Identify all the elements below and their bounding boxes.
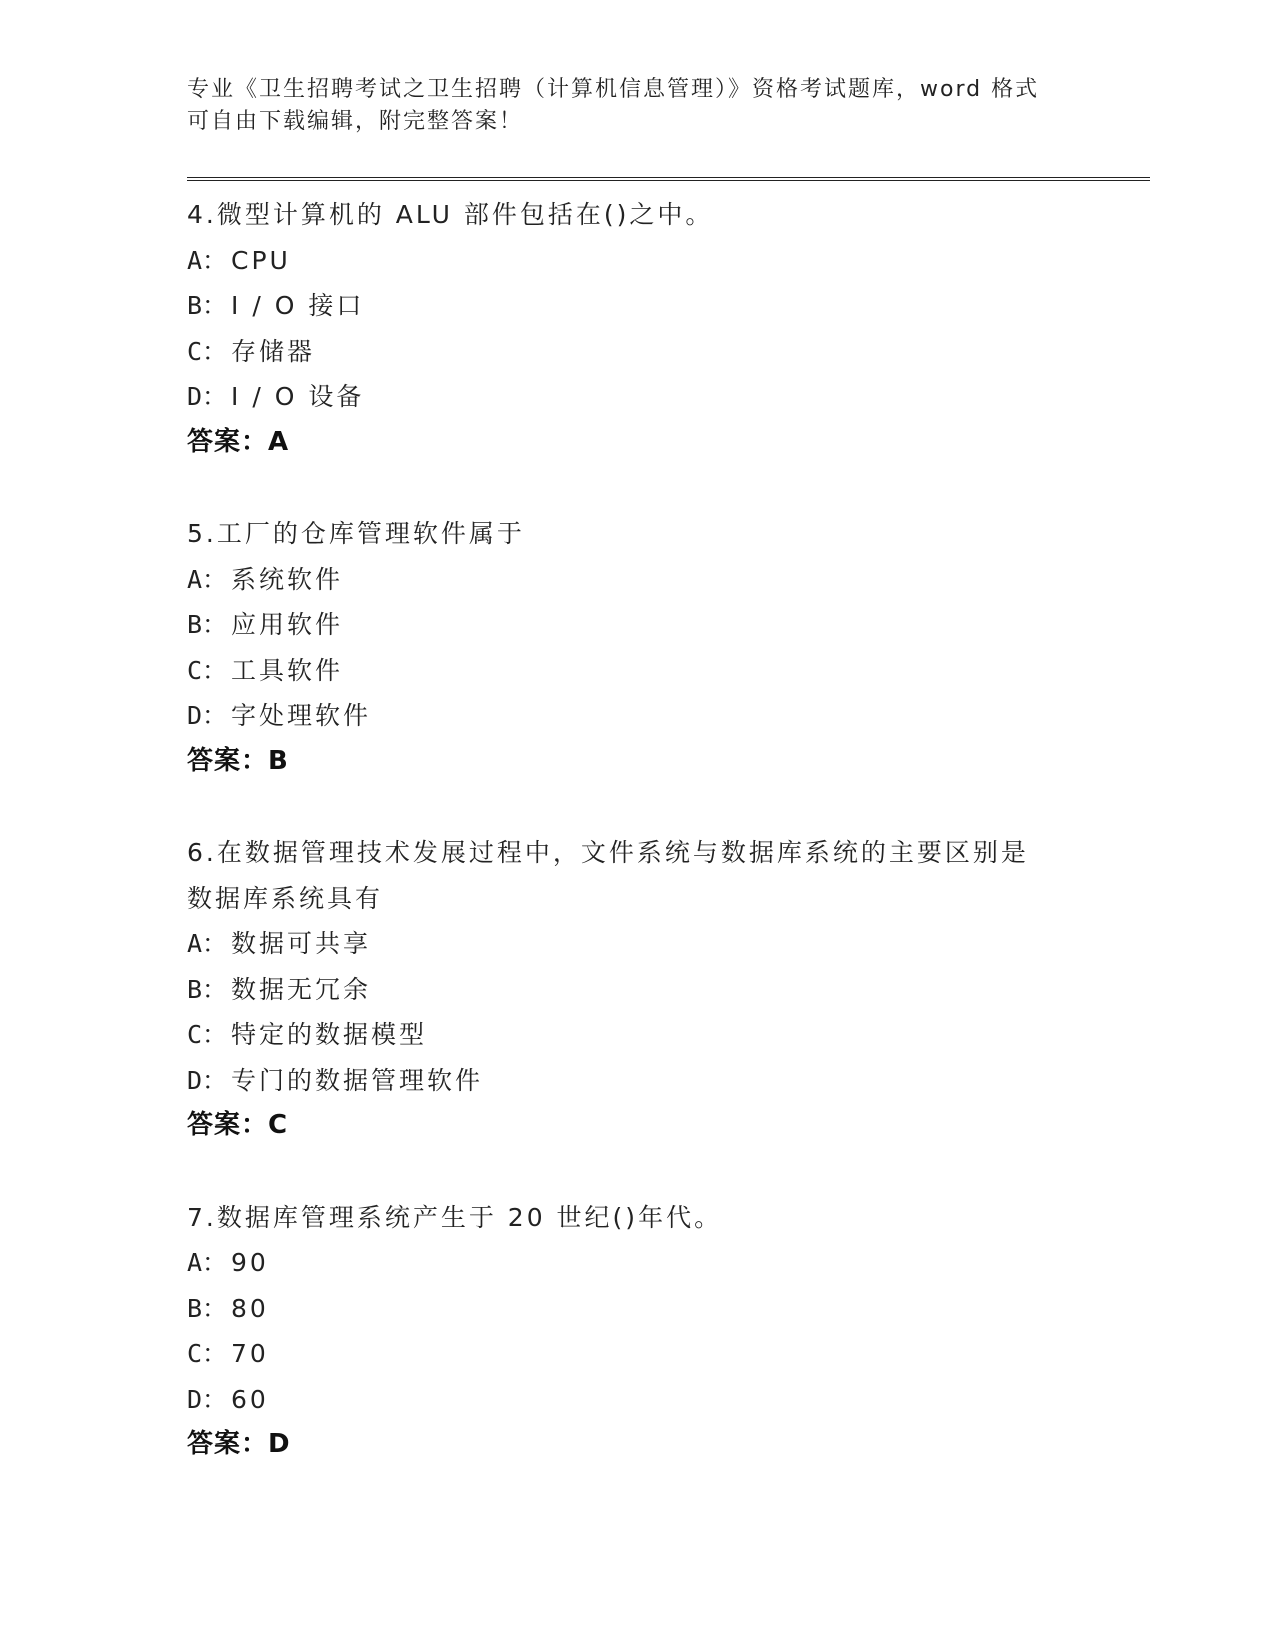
option-text: I / O 接口: [231, 291, 365, 320]
header-line-2: 可自由下载编辑，附完整答案！: [187, 109, 524, 134]
option-key: A：: [187, 1248, 228, 1277]
option-c: [187, 1012, 1087, 1058]
option-key: A：: [187, 929, 228, 958]
option-key: B：: [187, 1293, 228, 1323]
option-text: 系统软件: [231, 564, 344, 594]
option-text: 特定的数据模型: [231, 1020, 428, 1049]
question-6: [187, 830, 1087, 1149]
option-text: 90: [231, 1248, 269, 1277]
option-a: [187, 557, 1087, 603]
option-text: CPU: [231, 245, 291, 275]
header-line-1: 专业《卫生招聘考试之卫生招聘（计算机信息管理）》资格考试题库，word 格式: [187, 77, 1040, 102]
document-header: [187, 74, 1087, 138]
question-4: [187, 192, 1087, 465]
answer-label: 答案：B: [187, 745, 289, 776]
option-text: 存储器: [231, 336, 316, 366]
option-text: 工具软件: [231, 655, 344, 685]
option-key: C：: [187, 336, 228, 366]
answer-label: 答案：D: [187, 1429, 291, 1459]
option-text: 应用软件: [231, 610, 344, 639]
option-key: B：: [187, 291, 228, 320]
option-key: A：: [187, 245, 228, 275]
option-b: [187, 967, 1087, 1013]
option-key: B：: [187, 610, 228, 639]
question-7: [187, 1195, 1087, 1468]
question-text: 5.工厂的仓库管理软件属于: [187, 519, 525, 548]
option-text: I / O 设备: [231, 382, 365, 411]
option-a: [187, 1240, 1087, 1286]
question-text: 7.数据库管理系统产生于 20 世纪()年代。: [187, 1202, 723, 1232]
option-d: [187, 693, 1087, 739]
question-list: [187, 192, 1087, 1514]
option-key: D：: [187, 382, 228, 411]
option-key: B：: [187, 974, 228, 1004]
option-key: C：: [187, 1339, 228, 1368]
question-text: 6.在数据管理技术发展过程中，文件系统与数据库系统的主要区别是: [187, 838, 1029, 867]
option-text: 字处理软件: [231, 701, 372, 730]
option-b: [187, 283, 1087, 329]
option-text: 60: [231, 1384, 269, 1414]
answer-label: 答案：C: [187, 1110, 289, 1140]
option-text: 专门的数据管理软件: [231, 1065, 484, 1095]
option-text: 数据无冗余: [231, 974, 372, 1004]
option-c: [187, 1331, 1087, 1377]
question-text: 4.微型计算机的 ALU 部件包括在()之中。: [187, 200, 714, 229]
option-key: D：: [187, 701, 228, 730]
option-c: [187, 329, 1087, 375]
option-c: [187, 648, 1087, 694]
option-key: D：: [187, 1384, 228, 1414]
header-divider: [187, 177, 1150, 181]
option-key: C：: [187, 1020, 228, 1049]
answer-label: 答案：A: [187, 426, 290, 457]
question-5: [187, 511, 1087, 784]
option-a: [187, 238, 1087, 284]
option-key: C：: [187, 655, 228, 685]
question-text-continued: 数据库系统具有: [187, 883, 384, 913]
option-b: [187, 1286, 1087, 1332]
option-text: 70: [231, 1339, 269, 1368]
option-key: D：: [187, 1065, 228, 1095]
option-key: A：: [187, 564, 228, 594]
option-d: [187, 374, 1087, 420]
option-b: [187, 602, 1087, 648]
option-text: 80: [231, 1293, 269, 1323]
option-text: 数据可共享: [231, 929, 372, 958]
option-d: [187, 1058, 1087, 1104]
option-a: [187, 921, 1087, 967]
option-d: [187, 1377, 1087, 1423]
